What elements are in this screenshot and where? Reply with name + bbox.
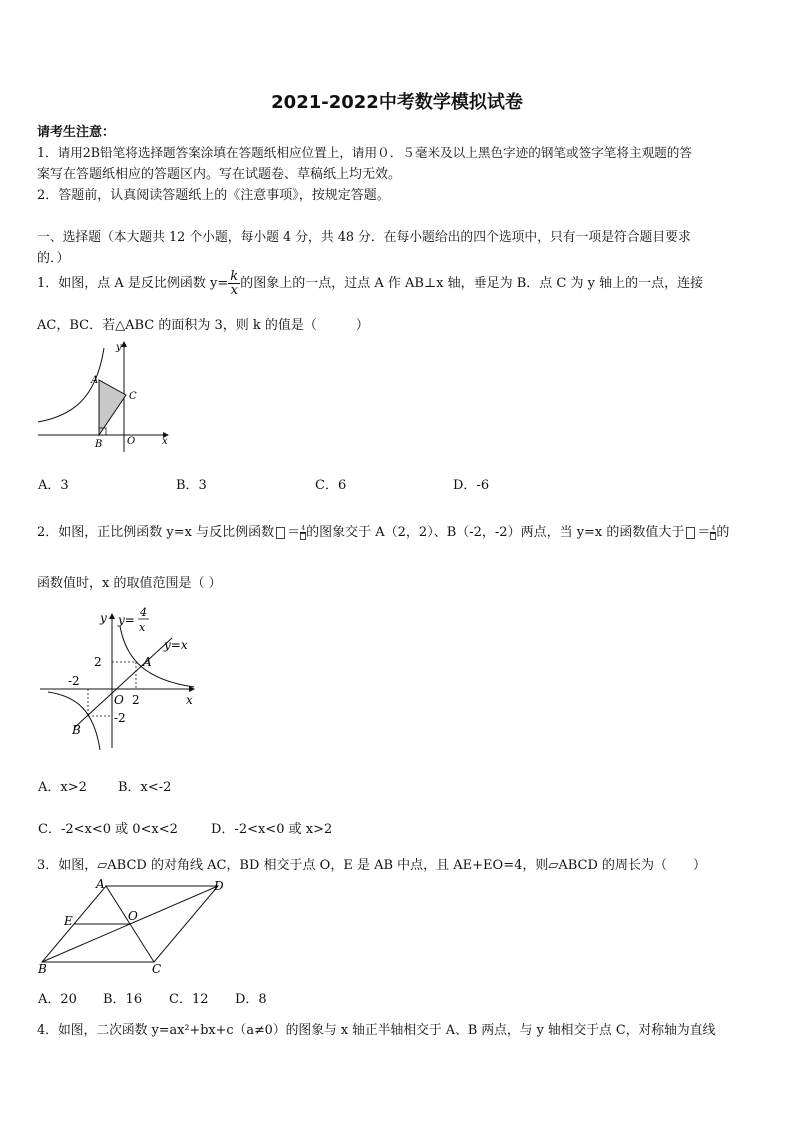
q1-label-x: x [162, 436, 168, 447]
q3-option-d: D．8 [235, 992, 267, 1007]
q3-label-a: A [96, 877, 105, 891]
section-heading-line1: 一、选择题（本大题共 12 个小题，每小题 4 分，共 48 分．在每小题给出的四个选项中，只有一项是符合题目要求 [37, 230, 691, 245]
q1-fraction [228, 270, 240, 297]
q1-label-y: y [116, 342, 122, 353]
q1-option-a: A．3 [38, 478, 69, 493]
q2-hyperbola-branch-1 [120, 626, 194, 687]
q2-missing-glyph-icon-2 [686, 527, 695, 539]
q2-stem-part-b: 的图象交于 A（2，2）、B（-2，-2）两点，当 y=x 的函数值大于 [306, 525, 685, 540]
q1-label-a: A [91, 375, 99, 386]
notice-item1-line2: 案写在答题纸相应的答题区内。写在试题卷、草稿纸上均无效。 [37, 167, 402, 182]
notice-item1-line1: 1．请用2B铅笔将选择题答案涂填在答题纸相应位置上，请用０．５毫米及以上黑色字迹的钢笔或签字笔将主观题的答 [37, 145, 692, 160]
q1-stem-part-b: 的图象上的一点，过点 A 作 AB⊥x 轴，垂足为 B．点 C 为 y 轴上的一点，连接 [240, 276, 704, 291]
q1-stem-line1 [37, 270, 703, 298]
q2-stem-line1 [37, 522, 729, 544]
q2-label-b: B [72, 723, 81, 737]
q2-label-curve: y= [118, 613, 135, 627]
q3-label-b: B [38, 962, 47, 976]
q2-label-curve-den: x [139, 621, 146, 634]
q1-fraction-denominator: x [230, 283, 238, 298]
q1-label-c: C [129, 391, 137, 402]
q3-option-a: A．20 [38, 992, 77, 1007]
q1-stem-line2: AC，BC．若△ABC 的面积为 3，则 k 的值是（ ） [37, 318, 369, 333]
q2-label-line: y=x [164, 638, 188, 652]
q2-label-y: y [100, 611, 107, 625]
page-title: 2021-2022中考数学模拟试卷 [271, 92, 523, 113]
q3-label-c: C [152, 962, 162, 976]
q1-label-b: B [95, 439, 103, 450]
q1-option-b: B．3 [176, 478, 207, 493]
q2-label-a: A [143, 655, 152, 669]
q2-tiny-fraction-numerator: 4 [301, 525, 306, 532]
q3-label-e: E [64, 914, 73, 928]
notice-heading: 请考生注意： [37, 125, 116, 140]
q2-stem-line2: 函数值时，x 的取值范围是（ ） [37, 576, 222, 591]
q2-label-x: x [186, 693, 193, 707]
q3-label-o: O [128, 909, 138, 923]
q2-tick-x-2: 2 [132, 693, 140, 707]
q2-equals: ＝ [287, 525, 301, 540]
section-heading-line2: 的．） [37, 251, 70, 266]
q1-option-d: D．-6 [453, 478, 490, 493]
q2-label-o: O [114, 693, 124, 707]
q3-figure [36, 876, 232, 976]
q2-tick-x-neg2: -2 [68, 674, 80, 688]
notice-item2: 2．答题前，认真阅读答题纸上的《注意事项》，按规定答题。 [37, 188, 390, 203]
q2-figure [36, 600, 206, 750]
q1-fraction-numerator: k [230, 269, 239, 284]
q2-missing-glyph-icon [276, 527, 285, 539]
q2-option-c: C．-2<x<0 或 0<x<2 [38, 822, 178, 837]
q2-hyperbola-branch-2 [48, 692, 100, 750]
q3-option-b: B．16 [103, 992, 143, 1007]
q1-figure [36, 340, 176, 455]
q2-option-d: D．-2<x<0 或 x>2 [211, 822, 333, 837]
q2-tick-y-neg2: -2 [114, 711, 126, 725]
q1-triangle-abc [99, 380, 126, 435]
q2-stem-part-c: 的 [716, 525, 730, 540]
q2-equals-2: ＝ [697, 525, 711, 540]
q2-label-curve-num: 4 [140, 606, 147, 619]
q3-option-c: C．12 [169, 992, 209, 1007]
q2-option-b: B．x<-2 [118, 780, 172, 795]
q1-stem-part-a: 1．如图，点 A 是反比例函数 y= [37, 276, 229, 291]
q4-stem: 4．如图，二次函数 y=ax²+bx+c（a≠0）的图象与 x 轴正半轴相交于 A、B 两点，与 y 轴相交于点 C，对称轴为直线 [37, 1023, 716, 1038]
q2-stem-part-a: 2．如图，正比例函数 y=x 与反比例函数 [37, 525, 275, 540]
q2-tick-y-2: 2 [94, 655, 102, 669]
q3-label-d: D [214, 879, 224, 893]
q1-label-o: O [127, 436, 136, 447]
q2-tiny-fraction-2-numerator: 4 [711, 525, 716, 532]
q2-option-a: A．x>2 [38, 780, 87, 795]
q3-stem: 3．如图，▱ABCD 的对角线 AC，BD 相交于点 O，E 是 AB 中点，且 AE+EO=4，则▱ABCD 的周长为（ ） [37, 858, 707, 873]
q1-option-c: C．6 [315, 478, 347, 493]
